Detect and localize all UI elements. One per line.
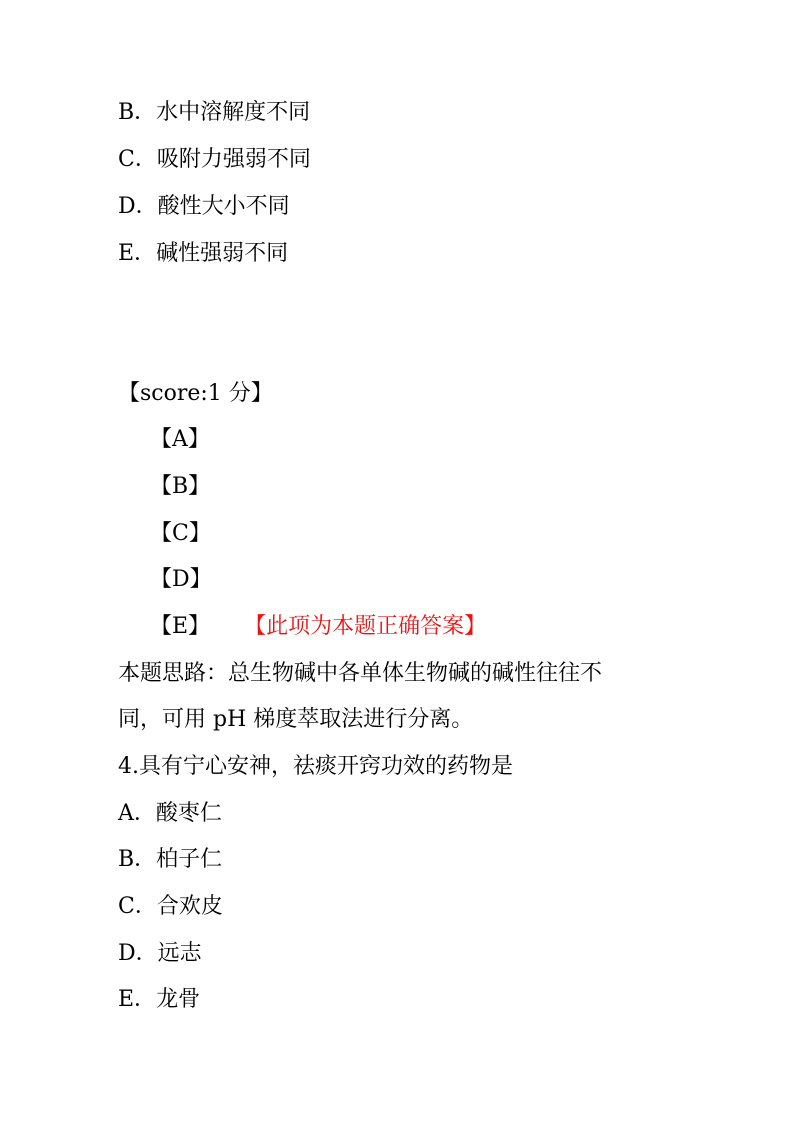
option-b (118, 98, 310, 128)
option-text: 吸附力强弱不同 (156, 147, 311, 172)
q4-option-a (118, 799, 222, 829)
option-text: 远志 (157, 941, 202, 966)
q4-option-c (118, 892, 223, 922)
option-letter: B． (118, 100, 157, 125)
option-letter: B． (118, 847, 157, 872)
option-text: 柏子仁 (156, 847, 223, 872)
q4-option-e (118, 985, 200, 1015)
answer-choice-e-row (150, 612, 486, 642)
option-letter: E． (118, 987, 157, 1012)
explanation-line-2: 同，可用 pH 梯度萃取法进行分离。 (118, 707, 474, 732)
option-text: 水中溶解度不同 (156, 100, 311, 125)
option-letter: A． (118, 801, 156, 826)
option-letter: C． (118, 147, 157, 172)
answer-choice-b: 【B】 (150, 474, 211, 499)
option-text: 合欢皮 (156, 894, 223, 919)
q4-option-d (118, 939, 202, 969)
option-text: 龙骨 (156, 987, 201, 1012)
option-d (118, 192, 290, 222)
option-e (118, 239, 288, 269)
option-letter: D． (118, 194, 158, 219)
option-text: 酸性大小不同 (157, 194, 290, 219)
option-text: 酸枣仁 (155, 801, 222, 826)
option-letter: E． (118, 241, 157, 266)
explanation-line-1: 本题思路：总生物碱中各单体生物碱的碱性往往不 (118, 661, 603, 686)
answer-choice-c: 【C】 (150, 521, 211, 546)
answer-choice-d: 【D】 (150, 567, 212, 592)
option-text: 碱性强弱不同 (156, 241, 289, 266)
answer-choice-e: 【E】 (150, 614, 211, 639)
q4-option-b (118, 845, 222, 875)
score-label: 【score:1 分】 (118, 381, 273, 406)
option-letter: C． (118, 894, 157, 919)
question-4-stem: 4.具有宁心安神，祛痰开窍功效的药物是 (118, 754, 513, 779)
option-c (118, 145, 311, 175)
answer-choice-a: 【A】 (150, 427, 210, 452)
option-letter: D． (118, 941, 158, 966)
correct-answer-marker: 【此项为本题正确答案】 (244, 614, 487, 639)
